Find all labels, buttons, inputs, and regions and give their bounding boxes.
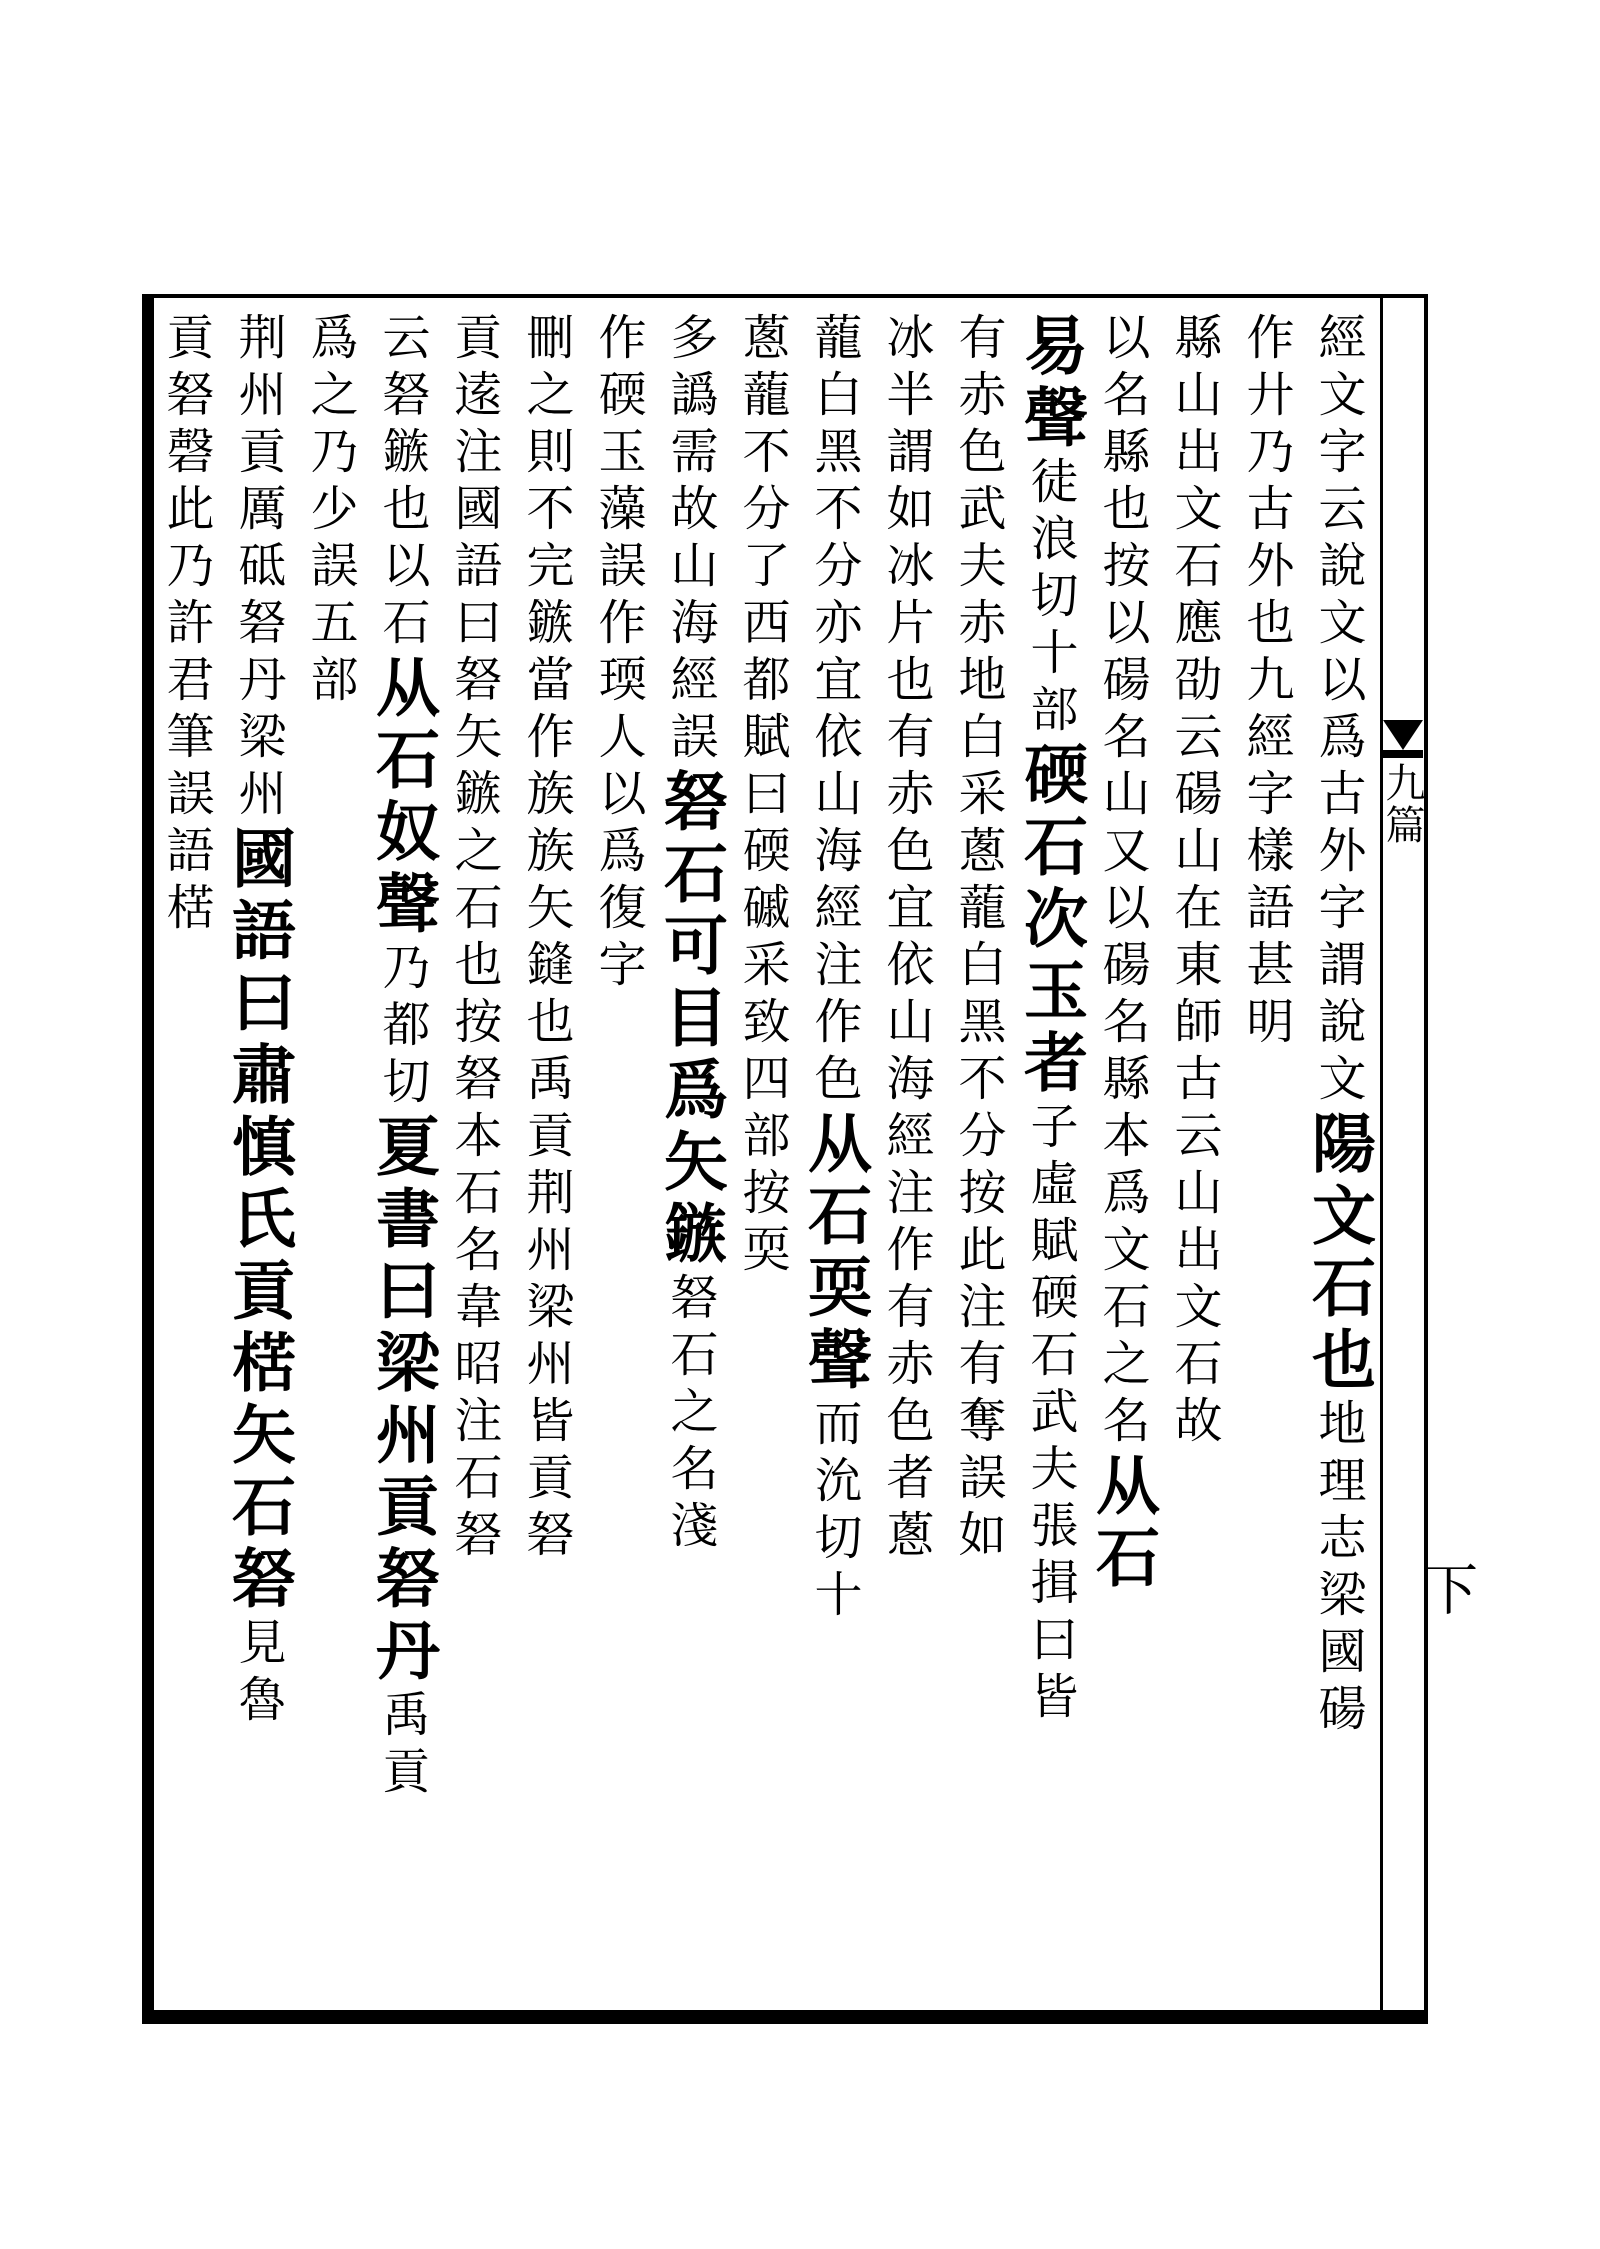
border-left-thick [142,294,154,2024]
commentary-text: 經文字云說文以爲古外字謂說文 [1310,312,1366,1110]
text-column [586,312,650,2002]
text-column [1234,312,1298,2002]
main-text: 陽 [1301,1110,1376,1182]
text-column [1162,312,1226,2002]
commentary-text: 五部 [302,597,358,711]
commentary-text: 見魯 [230,1617,286,1731]
main-text: 國語曰肅慎氏貢楛矢石砮 [221,825,296,1617]
commentary-text: 刪之則不完鏃當作族族矢鏠也禹貢荆州梁州皆貢砮 [518,312,574,1566]
main-text: 易聲 [1013,312,1088,456]
main-text: 石次玉者 [1013,813,1088,1101]
commentary-text: 乃都切 [374,942,430,1113]
commentary-text: 多譌需故山海經誤 [662,312,718,768]
commentary-text: 十部 [1022,627,1078,741]
commentary-text: 作碝玉藻誤作瑌 [590,312,646,711]
text-column [874,312,938,2002]
commentary-text: 縣山出文石應劭云碭山在東師古云山出文石故 [1166,312,1222,1452]
commentary-text: 而沇切十 [806,1398,862,1626]
text-column [221,312,296,2002]
commentary-text: 地理志梁國碭 [1310,1398,1366,1740]
main-text: 从石奴聲 [365,654,440,942]
text-column [365,312,440,2002]
page-marker: 下 [1413,1560,1478,1616]
border-bottom-thick [142,2010,1428,2024]
text-column [298,312,362,2002]
main-text: 碝 [1013,741,1088,813]
text-column [1085,312,1160,2002]
commentary-text: 人以爲復字 [590,711,646,996]
commentary-text: 子虛賦碝石武夫張揖曰皆 [1022,1101,1078,1728]
main-text: 从石 [1085,1452,1160,1596]
text-column [442,312,506,2002]
commentary-text: 蘢白黑不分亦宜依山海經注作色 [806,312,862,1110]
commentary-text: 四部按耎 [734,1053,790,1281]
main-text: 砮 [653,768,728,840]
main-text: 夏書曰梁州貢砮丹 [365,1113,440,1689]
commentary-text: 荆州貢厲砥砮丹梁州 [230,312,286,825]
text-column [1301,312,1376,2002]
commentary-text: 作廾乃古外也九經字樣語甚明 [1238,312,1294,1053]
text-column [514,312,578,2002]
commentary-text: 禹貢 [374,1689,430,1803]
text-column [653,312,728,2002]
commentary-text: 有赤色武夫赤地白采蔥蘢白黑不分按此注有奪誤如 [950,312,1006,1566]
main-text: 从石耎聲 [797,1110,872,1398]
commentary-text: 砮石之名淺 [662,1272,718,1557]
text-column [946,312,1010,2002]
commentary-text: 徒浪切 [1022,456,1078,627]
chapter-label: 九篇 [1379,762,1425,846]
fishtail-bar-icon [1383,750,1423,758]
commentary-text: 冰半謂如冰片也有赤色宜依山海經注作有赤色者蔥 [878,312,934,1566]
main-text: 文石也 [1301,1182,1376,1398]
margin-strip [1380,294,1424,2024]
commentary-text: 貢砮磬此乃許君筆誤 [158,312,214,825]
commentary-text: 以名縣也按以碭名山又以碭名縣本爲文石之名 [1094,312,1150,1452]
commentary-text: 爲之乃少誤 [302,312,358,597]
text-column [154,312,218,2002]
commentary-text: 語楛 [158,825,214,939]
text-column [730,312,794,2002]
fishtail-mark-icon [1383,720,1423,750]
text-column [797,312,872,2002]
commentary-text: 云砮鏃也以石 [374,312,430,654]
commentary-text: 貢逺注國語曰砮矢鏃之石也按砮本石名韋昭注石砮 [446,312,502,1566]
main-text: 石可目爲矢鏃 [653,840,728,1272]
text-column [1013,312,1088,2002]
commentary-text: 蔥蘢不分了西都賦曰碝磩采致 [734,312,790,1053]
